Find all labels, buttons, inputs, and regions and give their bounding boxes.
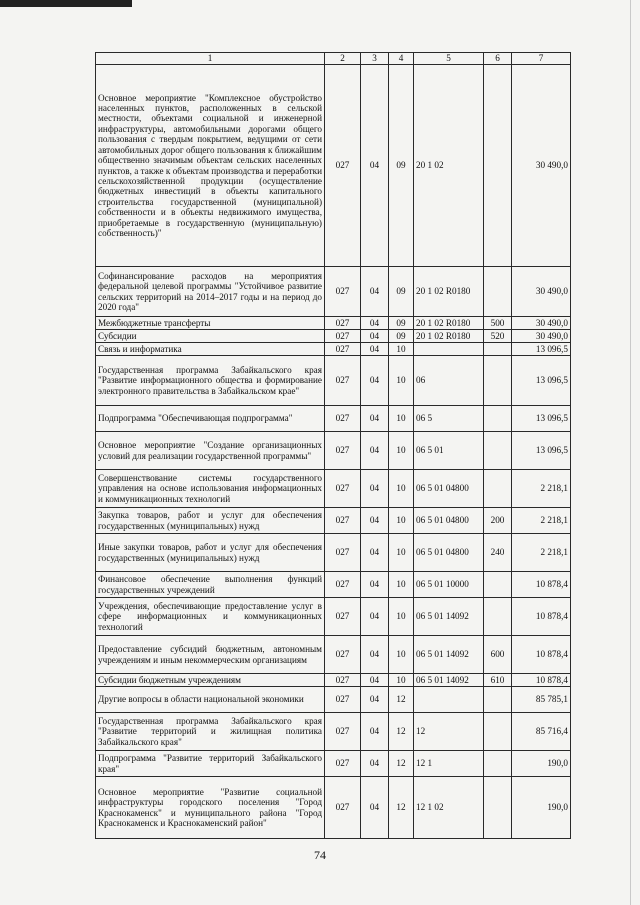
table-cell-target-article (414, 687, 484, 713)
header-col-6: 6 (484, 53, 512, 65)
table-cell-name: Субсидии (96, 330, 325, 343)
table-cell-amount: 30 490,0 (512, 317, 571, 330)
table-cell-target-article: 06 5 01 (414, 432, 484, 470)
table-cell-amount: 190,0 (512, 751, 571, 777)
table-cell-code: 027 (325, 713, 361, 751)
table-cell-expense-type: 240 (484, 534, 512, 572)
table-cell-section: 04 (361, 674, 389, 687)
table-row (96, 432, 571, 470)
table-cell-section: 04 (361, 598, 389, 636)
table-cell-code: 027 (325, 777, 361, 839)
table-cell-subsection: 10 (389, 508, 414, 534)
table-cell-amount: 30 490,0 (512, 330, 571, 343)
table-cell-name: Подпрограмма "Обеспечивающая подпрограмма" (96, 406, 325, 432)
table-cell-name: Другие вопросы в области национальной экономики (96, 687, 325, 713)
table-cell-amount: 13 096,5 (512, 406, 571, 432)
table-cell-amount: 30 490,0 (512, 267, 571, 317)
table-cell-amount: 10 878,4 (512, 674, 571, 687)
table-cell-section: 04 (361, 343, 389, 356)
table-cell-expense-type (484, 65, 512, 267)
table-cell-code: 027 (325, 598, 361, 636)
table-cell-expense-type (484, 432, 512, 470)
table-cell-code: 027 (325, 534, 361, 572)
table-cell-target-article: 06 5 01 14092 (414, 674, 484, 687)
table-cell-amount: 13 096,5 (512, 356, 571, 406)
table-cell-subsection: 10 (389, 636, 414, 674)
table-cell-code: 027 (325, 687, 361, 713)
table-cell-subsection: 12 (389, 713, 414, 751)
table-cell-target-article: 20 1 02 R0180 (414, 267, 484, 317)
table-cell-expense-type (484, 687, 512, 713)
table-row (96, 572, 571, 598)
table-cell-subsection: 09 (389, 317, 414, 330)
table-row (96, 470, 571, 508)
table-cell-code: 027 (325, 406, 361, 432)
header-col-4: 4 (389, 53, 414, 65)
table-cell-name: Субсидии бюджетным учреждениям (96, 674, 325, 687)
table-cell-expense-type: 200 (484, 508, 512, 534)
table-cell-subsection: 12 (389, 687, 414, 713)
table-cell-amount: 30 490,0 (512, 65, 571, 267)
table-cell-subsection: 12 (389, 777, 414, 839)
table-row (96, 534, 571, 572)
table-cell-target-article: 12 (414, 713, 484, 751)
table-cell-amount: 13 096,5 (512, 343, 571, 356)
table-cell-expense-type (484, 751, 512, 777)
table-cell-subsection: 10 (389, 432, 414, 470)
table-cell-name: Совершенствование системы государственного управления на основе использования информационных и коммуникационных технологий (96, 470, 325, 508)
table-cell-subsection: 10 (389, 356, 414, 406)
table-cell-target-article: 06 5 01 14092 (414, 636, 484, 674)
table-cell-section: 04 (361, 356, 389, 406)
table-cell-subsection: 10 (389, 674, 414, 687)
table-cell-name: Связь и информатика (96, 343, 325, 356)
table-row (96, 713, 571, 751)
table-cell-subsection: 10 (389, 534, 414, 572)
table-cell-section: 04 (361, 317, 389, 330)
table-cell-name: Основное мероприятие "Комплексное обустройство населенных пунктов, расположенных в сельской местности, объектами социальной и инженерной инфраструктуры, автомобильными дорогами общего пользования с твердым покрытием, ведущими от сети автомобильных дорог общего пользования к ближайшим общественно значимым объектам сельских населенных пунктов, а также к объектам производства и переработки сельскохозяйственной продукции (осуществление бюджетных инвестиций в объекты капитального строительства государственной (муниципальной) собственности и в объекты недвижимого имущества, приобретаемые в государственную (муниципальную) собственность)" (96, 65, 325, 267)
table-row (96, 330, 571, 343)
table-cell-expense-type (484, 343, 512, 356)
table-cell-code: 027 (325, 356, 361, 406)
table-cell-expense-type (484, 713, 512, 751)
table-cell-code: 027 (325, 343, 361, 356)
table-cell-expense-type (484, 267, 512, 317)
table-cell-code: 027 (325, 330, 361, 343)
table-cell-section: 04 (361, 572, 389, 598)
table-row (96, 65, 571, 267)
table-cell-name: Иные закупки товаров, работ и услуг для обеспечения государственных (муниципальных) нужд (96, 534, 325, 572)
table-cell-code: 027 (325, 572, 361, 598)
table-row (96, 406, 571, 432)
table-cell-name: Учреждения, обеспечивающие предоставление услуг в сфере информационных и коммуникационных технологий (96, 598, 325, 636)
table-cell-target-article: 06 5 01 14092 (414, 598, 484, 636)
table-cell-expense-type (484, 406, 512, 432)
table-row (96, 356, 571, 406)
table-cell-section: 04 (361, 687, 389, 713)
budget-table (95, 52, 571, 839)
table-cell-subsection: 10 (389, 572, 414, 598)
table-cell-target-article: 06 5 01 04800 (414, 534, 484, 572)
table-row (96, 343, 571, 356)
table-cell-target-article: 06 5 01 04800 (414, 508, 484, 534)
table-cell-subsection: 09 (389, 65, 414, 267)
table-cell-expense-type: 520 (484, 330, 512, 343)
table-cell-target-article: 12 1 02 (414, 777, 484, 839)
table-cell-amount: 2 218,1 (512, 508, 571, 534)
table-cell-target-article: 20 1 02 R0180 (414, 330, 484, 343)
table-cell-amount: 2 218,1 (512, 470, 571, 508)
table-cell-section: 04 (361, 406, 389, 432)
table-cell-target-article: 20 1 02 R0180 (414, 317, 484, 330)
table-cell-amount: 10 878,4 (512, 572, 571, 598)
header-col-1: 1 (96, 53, 325, 65)
table-cell-section: 04 (361, 534, 389, 572)
table-row (96, 751, 571, 777)
table-cell-target-article (414, 343, 484, 356)
header-col-2: 2 (325, 53, 361, 65)
table-cell-code: 027 (325, 674, 361, 687)
table-cell-code: 027 (325, 432, 361, 470)
table-cell-subsection: 09 (389, 267, 414, 317)
table-cell-section: 04 (361, 777, 389, 839)
table-cell-code: 027 (325, 317, 361, 330)
table-row (96, 777, 571, 839)
table-cell-section: 04 (361, 65, 389, 267)
table-cell-section: 04 (361, 713, 389, 751)
table-cell-code: 027 (325, 267, 361, 317)
table-cell-section: 04 (361, 508, 389, 534)
table-cell-target-article: 12 1 (414, 751, 484, 777)
table-body (96, 65, 571, 839)
table-cell-code: 027 (325, 751, 361, 777)
table-cell-expense-type (484, 356, 512, 406)
table-cell-amount: 2 218,1 (512, 534, 571, 572)
table-cell-section: 04 (361, 751, 389, 777)
header-col-7: 7 (512, 53, 571, 65)
table-row (96, 687, 571, 713)
table-cell-expense-type (484, 470, 512, 508)
table-cell-target-article: 06 5 01 10000 (414, 572, 484, 598)
table-cell-expense-type (484, 777, 512, 839)
table-row (96, 674, 571, 687)
table-cell-name: Государственная программа Забайкальского края "Развитие информационного общества и формирование электронного правительства в Забайкальском крае" (96, 356, 325, 406)
table-cell-name: Финансовое обеспечение выполнения функций государственных учреждений (96, 572, 325, 598)
page-number: 74 (314, 848, 326, 862)
header-col-5: 5 (414, 53, 484, 65)
table-cell-target-article: 06 (414, 356, 484, 406)
table-cell-name: Предоставление субсидий бюджетным, автономным учреждениям и иным некоммерческим организациям (96, 636, 325, 674)
table-cell-section: 04 (361, 636, 389, 674)
table-row (96, 636, 571, 674)
table-cell-name: Межбюджетные трансферты (96, 317, 325, 330)
table-cell-expense-type (484, 572, 512, 598)
table-cell-subsection: 10 (389, 343, 414, 356)
table-cell-expense-type: 600 (484, 636, 512, 674)
scan-artifact-edge (630, 0, 631, 905)
table-cell-expense-type: 500 (484, 317, 512, 330)
table-cell-name: Подпрограмма "Развитие территорий Забайкальского края" (96, 751, 325, 777)
table-cell-amount: 85 785,1 (512, 687, 571, 713)
scan-artifact-bar (0, 0, 132, 7)
table-cell-name: Основное мероприятие "Создание организационных условий для реализации государственной программы" (96, 432, 325, 470)
table-cell-amount: 10 878,4 (512, 598, 571, 636)
table-row (96, 508, 571, 534)
table-cell-code: 027 (325, 65, 361, 267)
table-cell-target-article: 20 1 02 (414, 65, 484, 267)
table-cell-target-article: 06 5 (414, 406, 484, 432)
table-row (96, 317, 571, 330)
table-cell-expense-type: 610 (484, 674, 512, 687)
table-cell-amount: 13 096,5 (512, 432, 571, 470)
table-cell-name: Софинансирование расходов на мероприятия федеральной целевой программы "Устойчивое развитие сельских территорий на 2014–2017 годы и на период до 2020 года" (96, 267, 325, 317)
table-cell-target-article: 06 5 01 04800 (414, 470, 484, 508)
table-cell-subsection: 10 (389, 470, 414, 508)
table-cell-name: Основное мероприятие "Развитие социальной инфраструктуры городского поселения "Город Краснокаменск" и муниципального района "Город Краснокаменск и Краснокаменский район" (96, 777, 325, 839)
table-cell-section: 04 (361, 432, 389, 470)
table-cell-section: 04 (361, 267, 389, 317)
table-row (96, 267, 571, 317)
table-cell-section: 04 (361, 330, 389, 343)
table-cell-amount: 10 878,4 (512, 636, 571, 674)
table-cell-name: Государственная программа Забайкальского края "Развитие территорий и жилищная политика Забайкальского края" (96, 713, 325, 751)
table-header-row (96, 53, 571, 65)
table-row (96, 598, 571, 636)
table-cell-subsection: 12 (389, 751, 414, 777)
table-cell-subsection: 10 (389, 406, 414, 432)
table-cell-code: 027 (325, 508, 361, 534)
table-cell-section: 04 (361, 470, 389, 508)
table-cell-subsection: 09 (389, 330, 414, 343)
table-cell-code: 027 (325, 470, 361, 508)
table-cell-name: Закупка товаров, работ и услуг для обеспечения государственных (муниципальных) нужд (96, 508, 325, 534)
header-col-3: 3 (361, 53, 389, 65)
table-cell-code: 027 (325, 636, 361, 674)
table-cell-expense-type (484, 598, 512, 636)
table-cell-amount: 190,0 (512, 777, 571, 839)
table-cell-amount: 85 716,4 (512, 713, 571, 751)
table-cell-subsection: 10 (389, 598, 414, 636)
